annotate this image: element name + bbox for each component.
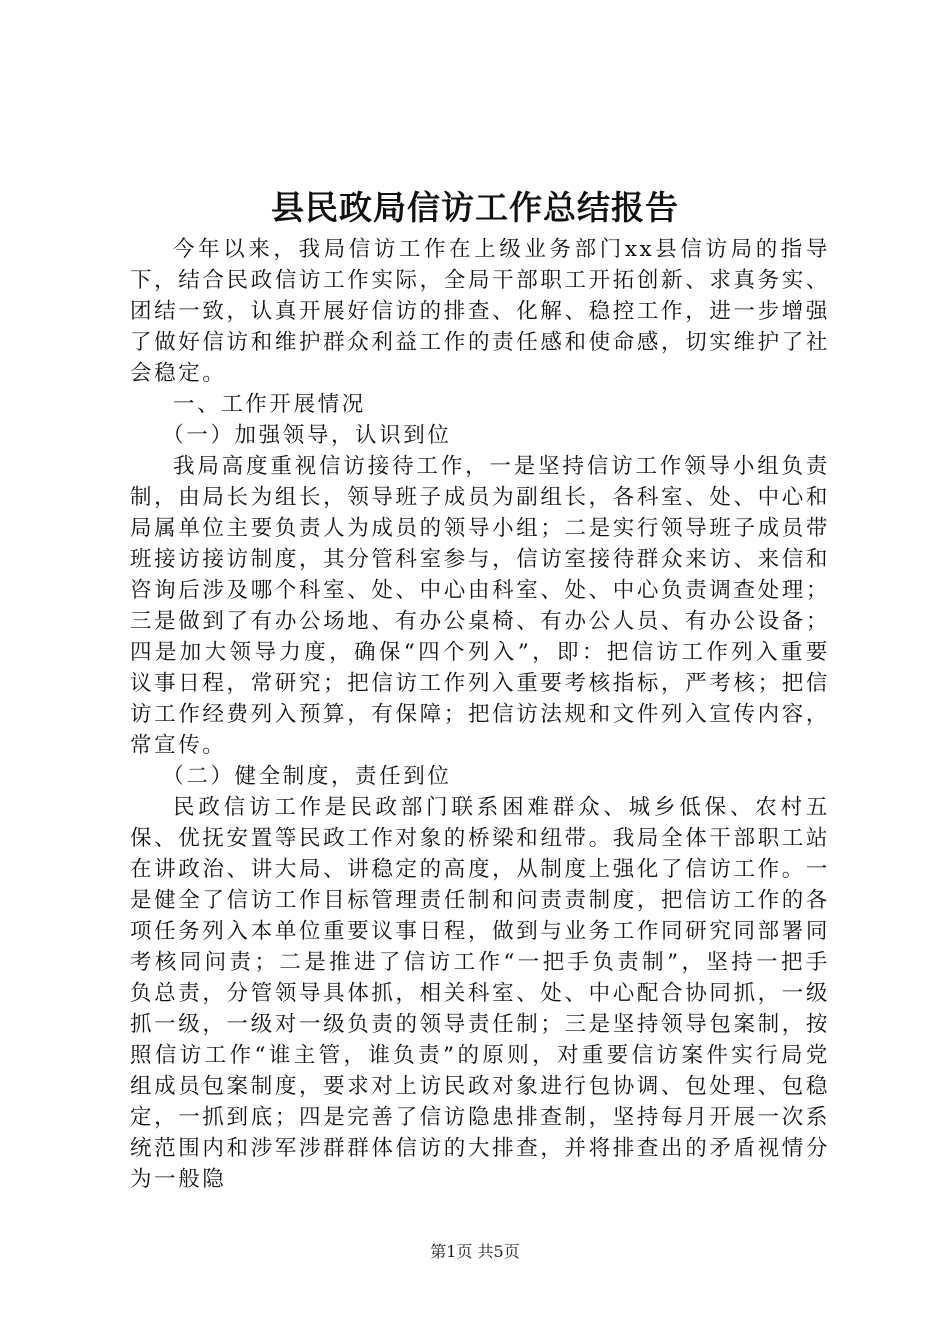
subsection-heading-2: （二）健全制度，责任到位	[162, 764, 452, 789]
body-paragraph-1: 我局高度重视信访接待工作，一是坚持信访工作领导小组负责制，由局长为组长，领导班子成员为副组长，各科室、处、中心和局属单位主要负责人为成员的领导小组；二是实行领导班子成员带班接访接访制度，其分管科室参与，信访室接待群众来访、来信和咨询后涉及哪个科室、处、中心由科室、处、中心负责调查处理；三是做到了有办公场地、有办公桌椅、有办公人员、有办公设备；四是加大领导力度，确保“四个列入”，即：把信访工作列入重要议事日程，常研究；把信访工作列入重要考核指标，严考核；把信访工作经费列入预算，有保障；把信访法规和文件列入宣传内容，常宣传。	[130, 454, 830, 758]
document-body	[130, 234, 830, 1195]
subsection-heading-1: （一）加强领导，认识到位	[162, 423, 452, 448]
page-footer: 第1页 共5页	[430, 1242, 520, 1261]
body-paragraph-2: 民政信访工作是民政部门联系困难群众、城乡低保、农村五保、优抚安置等民政工作对象的桥梁和纽带。我局全体干部职工站在讲政治、讲大局、讲稳定的高度，从制度上强化了信访工作。一是健全了信访工作目标管理责任制和问责责制度，把信访工作的各项任务列入本单位重要议事日程，做到与业务工作同研究同部署同考核同问责；二是推进了信访工作“一把手负责制”，坚持一把手负总责，分管领导具体抓，相关科室、处、中心配合协同抓，一级抓一级，一级对一级负责的领导责任制；三是坚持领导包案制，按照信访工作“谁主管，谁负责”的原则，对重要信访案件实行局党组成员包案制度，要求对上访民政对象进行包协调、包处理、包稳定，一抓到底；四是完善了信访隐患排查制，坚持每月开展一次系统范围内和涉军涉群群体信访的大排查，并将排查出的矛盾视情分为一般隐	[130, 795, 830, 1192]
document-title: 县民政局信访工作总结报告	[271, 188, 679, 227]
intro-paragraph: 今年以来，我局信访工作在上级业务部门xx县信访局的指导下，结合民政信访工作实际，全局干部职工开拓创新、求真务实、团结一致，认真开展好信访的排查、化解、稳控工作，进一步增强了做好信访和维护群众利益工作的责任感和使命感，切实维护了社会稳定。	[130, 237, 830, 386]
section-heading: 一、工作开展情况	[173, 392, 366, 417]
